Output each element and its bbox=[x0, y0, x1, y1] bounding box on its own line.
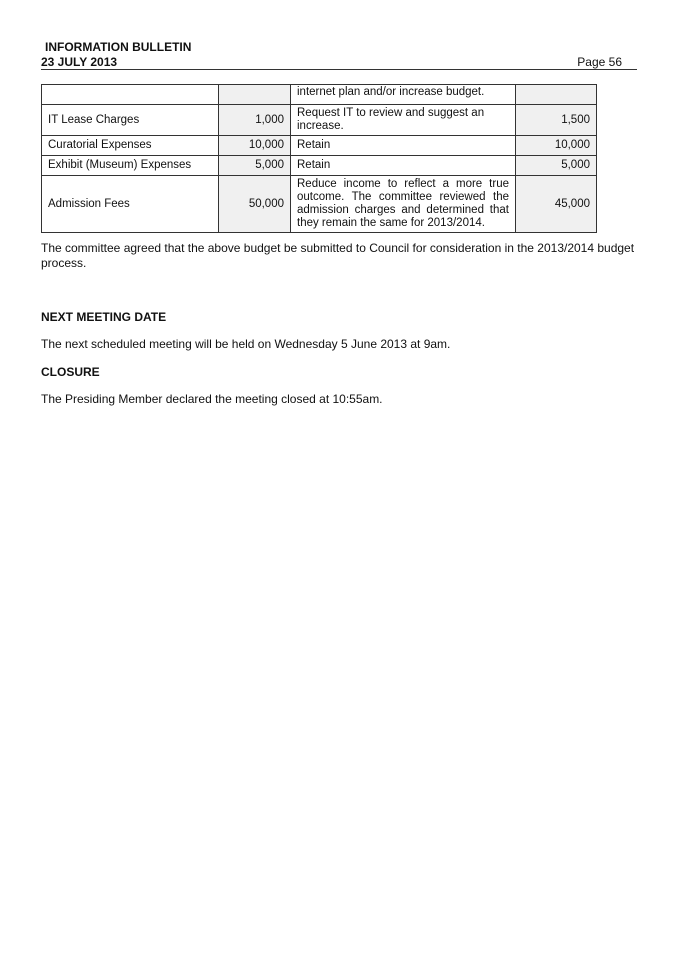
document-title: INFORMATION BULLETIN bbox=[45, 40, 192, 54]
comment-cell: Retain bbox=[291, 136, 516, 156]
item-name-cell: Curatorial Expenses bbox=[42, 136, 219, 156]
table-row bbox=[42, 85, 597, 105]
comment-cell: Retain bbox=[291, 156, 516, 176]
item-name-cell bbox=[42, 85, 219, 105]
next-meeting-paragraph: The next scheduled meeting will be held on Wednesday 5 June 2013 at 9am. bbox=[41, 337, 451, 351]
item-name-cell: IT Lease Charges bbox=[42, 105, 219, 136]
proposed-budget-cell: 10,000 bbox=[516, 136, 597, 156]
current-budget-cell: 5,000 bbox=[219, 156, 291, 176]
current-budget-cell: 50,000 bbox=[219, 176, 291, 233]
table-row bbox=[42, 176, 597, 233]
current-budget-cell: 1,000 bbox=[219, 105, 291, 136]
next-meeting-heading: NEXT MEETING DATE bbox=[41, 310, 167, 324]
proposed-budget-cell: 1,500 bbox=[516, 105, 597, 136]
committee-paragraph: The committee agreed that the above budget be submitted to Council for consideration in the 2013/2014 budget process. bbox=[41, 241, 635, 270]
table-row bbox=[42, 156, 597, 176]
current-budget-cell: 10,000 bbox=[219, 136, 291, 156]
item-name-cell: Admission Fees bbox=[42, 176, 219, 233]
proposed-budget-cell bbox=[516, 85, 597, 105]
closure-heading: CLOSURE bbox=[41, 365, 100, 379]
proposed-budget-cell: 5,000 bbox=[516, 156, 597, 176]
item-name-cell: Exhibit (Museum) Expenses bbox=[42, 156, 219, 176]
page-number: Page 56 bbox=[577, 55, 622, 69]
current-budget-cell bbox=[219, 85, 291, 105]
proposed-budget-cell: 45,000 bbox=[516, 176, 597, 233]
comment-cell: Request IT to review and suggest an increase. bbox=[291, 105, 516, 136]
comment-cell: internet plan and/or increase budget. bbox=[291, 85, 516, 105]
table-row bbox=[42, 136, 597, 156]
budget-table bbox=[41, 84, 597, 233]
closure-paragraph: The Presiding Member declared the meeting closed at 10:55am. bbox=[41, 392, 383, 406]
header-row bbox=[41, 54, 637, 70]
page-header bbox=[41, 40, 637, 70]
table-row bbox=[42, 105, 597, 136]
comment-cell: Reduce income to reflect a more true outcome. The committee reviewed the admission charges and determined that they remain the same for 2013/2014. bbox=[291, 176, 516, 233]
document-date: 23 JULY 2013 bbox=[41, 55, 118, 69]
